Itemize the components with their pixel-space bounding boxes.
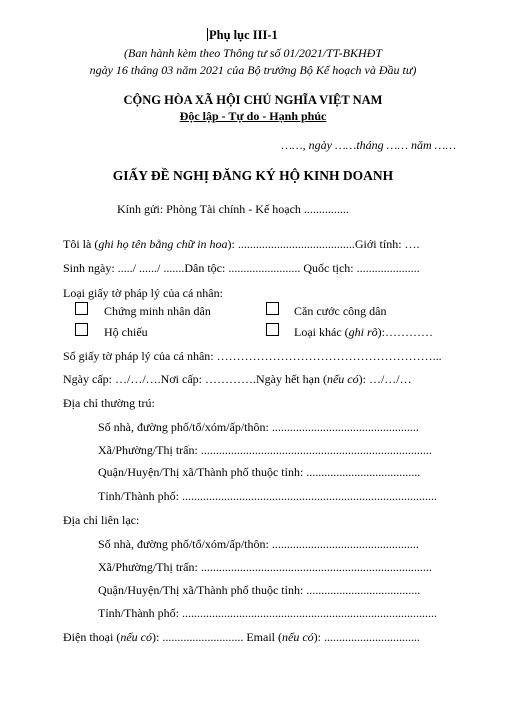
permanent-address-label: Địa chỉ thường trú: [63, 396, 155, 410]
permanent-district-line[interactable]: Quận/Huyện/Thị xã/Thành phố thuộc tỉnh: ...................................... [98, 465, 421, 479]
name-suffix[interactable]: ): .......................................Giới tính: …. [227, 237, 420, 251]
issue-line [63, 373, 412, 385]
citizen-id-label: Căn cước công dân [294, 304, 387, 318]
other-id-label [294, 326, 433, 338]
other-prefix: Loại khác ( [294, 325, 349, 339]
permanent-province-line[interactable]: Tỉnh/Thành phố: ..................................................................................... [98, 489, 437, 503]
appendix-label [207, 28, 278, 42]
name-line [63, 238, 420, 250]
name-prefix: Tôi là ( [63, 237, 99, 251]
contact-address-label: Địa chỉ liên lạc: [63, 513, 140, 527]
phone-hint: nếu có [120, 630, 152, 644]
recipient-line: Kính gửi: Phòng Tài chính - Kế hoạch ............... [117, 202, 349, 216]
contact-province-line[interactable]: Tỉnh/Thành phố: ..................................................................................... [98, 606, 437, 620]
checkbox-other[interactable] [266, 323, 279, 336]
contact-district-line[interactable]: Quận/Huyện/Thị xã/Thành phố thuộc tỉnh: ...................................... [98, 583, 421, 597]
permanent-street-line[interactable]: Số nhà, đường phố/tổ/xóm/ấp/thôn: ................................................. [98, 420, 419, 434]
other-suffix[interactable]: ):………… [377, 325, 433, 339]
issue-hint: nếu có [326, 372, 359, 386]
motto: Độc lập - Tự do - Hạnh phúc [179, 109, 327, 123]
email-hint: nếu có [282, 630, 314, 644]
passport-label: Hộ chiếu [104, 325, 148, 339]
national-id-label: Chứng minh nhân dân [104, 304, 211, 318]
name-hint: ghi họ tên bằng chữ in hoa [98, 237, 228, 251]
issue-suffix[interactable]: ): …/…/… [358, 372, 412, 386]
checkbox-national-id[interactable] [75, 302, 88, 315]
dob-line[interactable]: Sinh ngày: ...../ ....../ .......Dân tộc: ........................ Quốc tịch: ..................... [63, 261, 420, 275]
date-line: ……, ngày ……tháng …… năm …… [281, 138, 456, 152]
id-number-line[interactable]: Số giấy tờ pháp lý của cá nhân: ………………………………………………... [63, 349, 442, 363]
phone-email-line [63, 631, 420, 643]
other-hint: ghi rõ [348, 325, 378, 339]
issued-line-2: ngày 16 tháng 03 năm 2021 của Bộ trưởng Bộ Kế hoạch và Đầu tư) [89, 63, 417, 77]
contact-street-line[interactable]: Số nhà, đường phố/tổ/xóm/ấp/thôn: ................................................. [98, 537, 419, 551]
checkbox-citizen-id[interactable] [266, 302, 279, 315]
phone-field[interactable]: ): ........................... [151, 630, 247, 644]
id-type-label: Loại giấy tờ pháp lý của cá nhân: [63, 286, 223, 300]
text-cursor [207, 28, 208, 41]
checkbox-passport[interactable] [75, 323, 88, 336]
email-field[interactable]: ): ................................ [313, 630, 420, 644]
form-title: GIẤY ĐỀ NGHỊ ĐĂNG KÝ HỘ KINH DOANH [112, 168, 394, 183]
issued-line-1: (Ban hành kèm theo Thông tư số 01/2021/TT-BKHĐT [124, 46, 382, 60]
email-prefix: ( [275, 630, 282, 644]
email-label: Email [246, 630, 275, 644]
contact-ward-line[interactable]: Xã/Phường/Thị trấn: ............................................................................. [98, 560, 432, 574]
appendix-text: Phụ lục III-1 [209, 28, 278, 42]
permanent-ward-line[interactable]: Xã/Phường/Thị trấn: ............................................................................. [98, 443, 432, 457]
issue-prefix[interactable]: Ngày cấp: …/…/….Nơi cấp: ………….Ngày hết hạn ( [63, 372, 327, 386]
republic-heading: CỘNG HÒA XÃ HỘI CHỦ NGHĨA VIỆT NAM [123, 93, 383, 107]
phone-prefix: Điện thoại ( [63, 630, 121, 644]
